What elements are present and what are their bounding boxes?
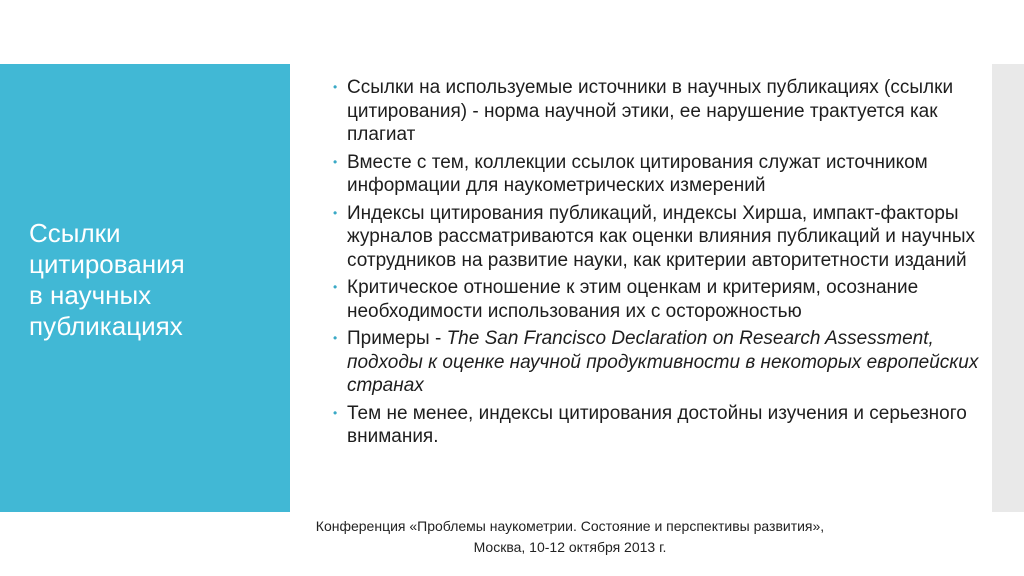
- bullet-item: [330, 402, 980, 449]
- bullet-icon: •: [333, 331, 338, 345]
- bullet-text: Критическое отношение к этим оценкам и критериям, осознание необходимости использования их с осторожностью: [347, 277, 919, 322]
- bullet-item-examples: [330, 327, 980, 398]
- footer-line-2: Москва, 10-12 октября 2013 г.: [473, 539, 667, 555]
- examples-declaration: The San Francisco Declaration on Research Assessment: [446, 328, 929, 349]
- bullet-item: [330, 76, 980, 147]
- bullet-text: Тем не менее, индексы цитирования достойны изучения и серьезного внимания.: [347, 402, 967, 447]
- examples-prefix: Примеры -: [347, 328, 447, 349]
- bullet-list: [330, 76, 980, 453]
- bullet-icon: •: [333, 205, 338, 220]
- bullet-icon: •: [333, 280, 338, 294]
- slide-title: Ссылки цитирования в научных публикациях: [29, 218, 185, 341]
- bullet-item: [330, 276, 980, 323]
- bullet-item: [330, 151, 980, 198]
- bullet-text: Индексы цитирования публикаций, индексы Хирша, импакт-факторы журналов рассматриваются как оценки влияния публикаций и научных сотрудников на развитие науки, как критерии авторитетности изданий: [347, 202, 976, 271]
- bullet-text: Вместе с тем, коллекции ссылок цитирования служат источником информации для наукометрических измерений: [347, 151, 928, 196]
- footer: [280, 516, 860, 558]
- side-strip: [992, 64, 1024, 512]
- bullet-icon: •: [333, 80, 338, 94]
- bullet-text: Ссылки на используемые источники в научных публикациях (ссылки цитирования) - норма научной этики, ее нарушение трактуется как плагиат: [347, 77, 954, 145]
- footer-line-1: Конференция «Проблемы наукометрии. Состояние и перспективы развития»,: [315, 518, 825, 534]
- bullet-icon: •: [333, 405, 338, 420]
- bullet-item: [330, 202, 980, 273]
- examples-rest: , подходы к оценке научной продуктивности в некоторых европейских странах: [347, 328, 979, 396]
- bullet-icon: •: [333, 154, 338, 169]
